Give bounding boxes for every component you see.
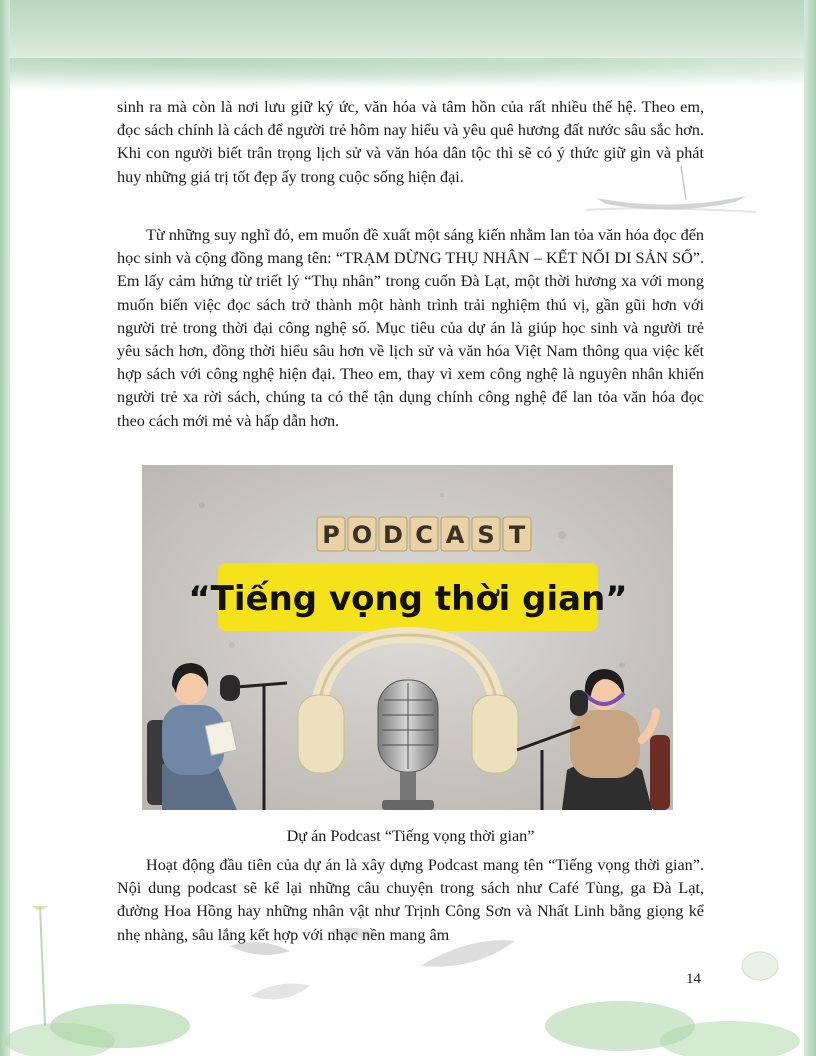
letter-tile xyxy=(472,517,500,551)
tile-letter: P xyxy=(322,521,340,549)
podcast-letter-tiles xyxy=(317,517,531,551)
paragraph-podcast xyxy=(117,854,704,947)
letter-tile xyxy=(379,517,407,551)
paragraph-text: Hoạt động đầu tiên của dự án là xây dựng Podcast mang tên “Tiếng vọng thời gian”. Nội dung podcast sẽ kể lại những câu chuyện trong sách như Café Tùng, ga Đà Lạt, đường Hoa Hồng hay những nhân vật như Trịnh Công Sơn và Nhất Linh bằng giọng kể nhẹ nhàng, sâu lắng kết hợp với nhạc nền mang âm xyxy=(117,856,704,944)
tile-letter: D xyxy=(383,521,403,549)
page-number: 14 xyxy=(686,971,701,987)
letter-tile xyxy=(317,517,345,551)
tile-letter: S xyxy=(477,521,495,549)
letter-tile xyxy=(503,517,531,551)
top-brush-stroke xyxy=(0,58,816,98)
paragraph-text: sinh ra mà còn là nơi lưu giữ ký ức, văn hóa và tâm hồn của rất nhiều thế hệ. Theo em, đọc sách chính là cách để người trẻ hôm nay hiểu và yêu quê hương đất nước sâu sắc hơn. Khi con người biết trân trọng lịch sử và văn hóa dân tộc thì sẽ có ý thức giữ gìn và phát huy những giá trị tốt đẹp ấy trong cuộc sống hiện đại. xyxy=(117,98,704,186)
tile-letter: A xyxy=(445,521,465,549)
banner-title: “Tiếng vọng thời gian” xyxy=(188,579,628,619)
tile-letter: C xyxy=(415,521,433,549)
paragraph-initiative xyxy=(117,224,704,433)
left-border xyxy=(0,0,10,1056)
podcast-illustration xyxy=(142,465,673,810)
paragraph-text: Từ những suy nghĩ đó, em muốn đề xuất một sáng kiến nhằm lan tỏa văn hóa đọc đến học sinh và cộng đồng mang tên: “TRẠM DỪNG THỤ NHÂN – KẾT NỐI DI SẢN SỐ”. Em lấy cảm hứng từ triết lý “Thụ nhân” trong cuốn Đà Lạt, một thời hương xa với mong muốn biến việc đọc sách trở thành một hành trình trải nghiệm thú vị, gần gũi hơn với người trẻ trong thời đại công nghệ số. Mục tiêu của dự án là giúp học sinh và người trẻ yêu sách hơn, đồng thời hiểu sâu hơn về lịch sử và văn hóa Việt Nam thông qua việc kết hợp sách với công nghệ hiện đại. Theo em, thay vì xem công nghệ là nguyên nhân khiến người trẻ xa rời sách, chúng ta có thể tận dụng chính công nghệ để lan tỏa văn hóa đọc theo cách mới mẻ và hấp dẫn hơn. xyxy=(117,226,704,430)
right-border xyxy=(804,0,816,1056)
paragraph-continuation xyxy=(117,96,704,189)
letter-tile xyxy=(410,517,438,551)
letter-tile xyxy=(441,517,469,551)
figure-caption: Dự án Podcast “Tiếng vọng thời gian” xyxy=(286,827,535,845)
tile-letter: O xyxy=(351,521,373,549)
letter-tile xyxy=(348,517,376,551)
tile-letter: T xyxy=(508,521,526,549)
